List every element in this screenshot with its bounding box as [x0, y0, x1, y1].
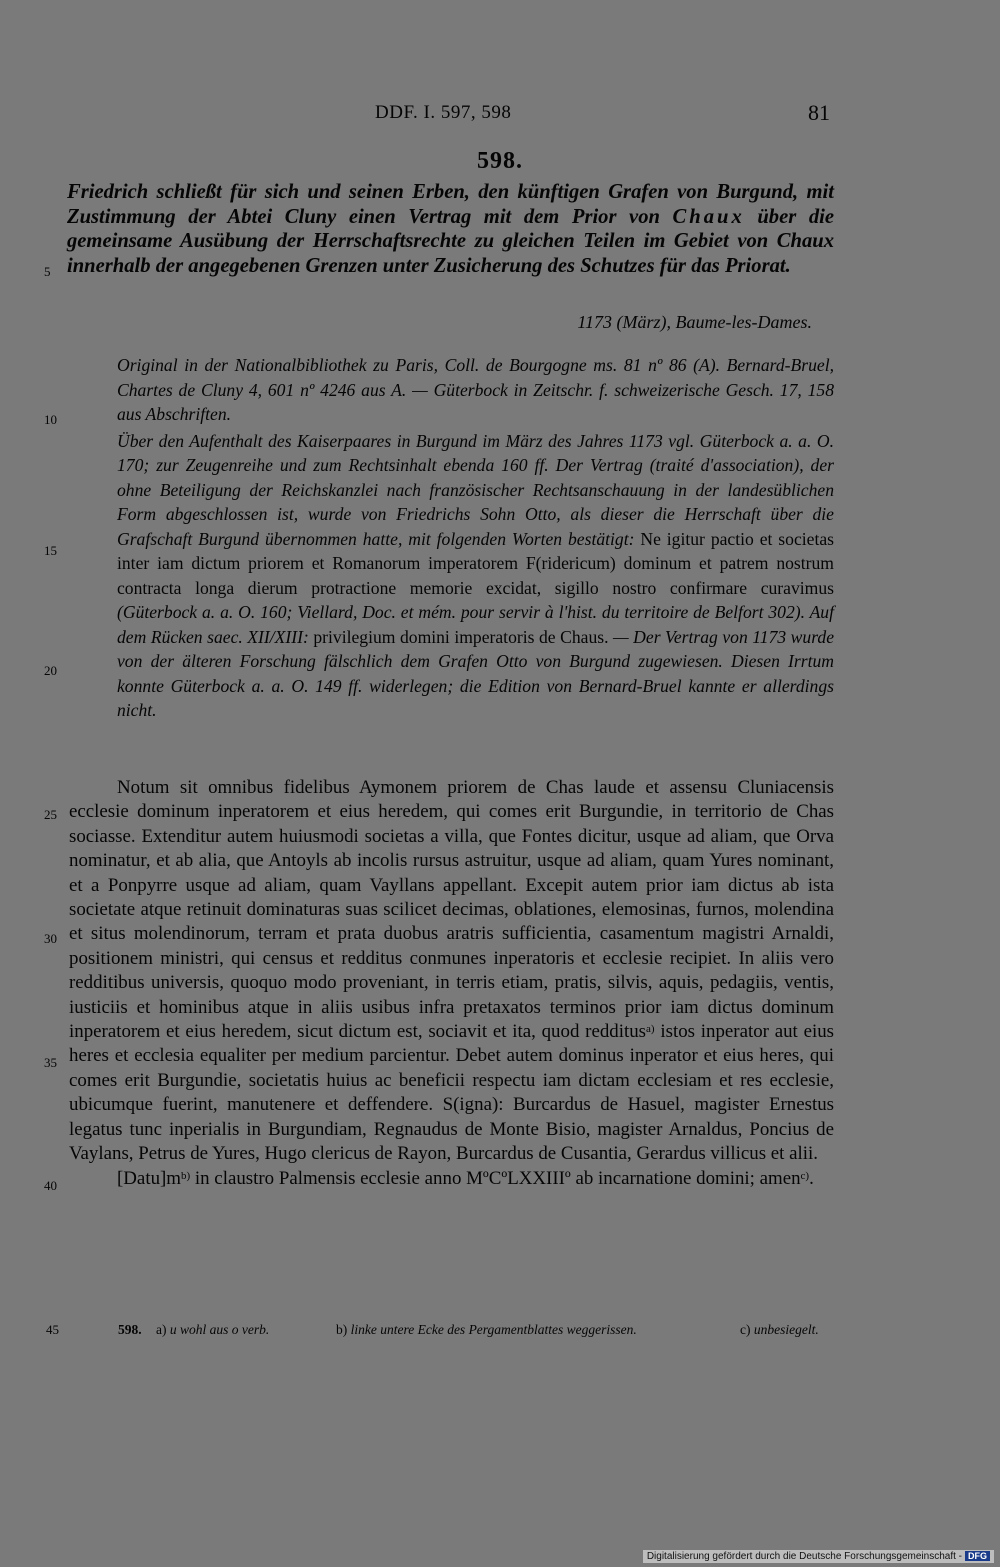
charter-text	[69, 776, 834, 1191]
confirmation-quote: Ne igitur pactio et societas inter iam dictum priorem et Romanorum imperatorem F(ridericum) dominum et patrem nostrum contracta longa dierum protractione memorie excidat, sigillo nostro confirmare curavimus	[117, 528, 835, 598]
funding-credit: Digitalisierung gefördert durch die Deutsche Forschungsgemeinschaft - DFG	[643, 1550, 994, 1563]
footnote-ref-c[interactable]: c)	[800, 1169, 810, 1182]
charter-paragraph-1: Notum sit omnibus fidelibus Aymonem priorem de Chas laude et assensu Cluniacensis ecclesie dominum inperatorem et eius heredem, qui comes erit Burgundie, in territorio de Chas sociasse. Extenditur autem huiusmodi societas a villa, que Fontes dicitur, usque ad aliam, que Orva nominatur, et ab alia, que Antoyls ab incolis rursus astruitur, usque ad aliam, quam Yures nominant, et a Ponpyrre usque ad aliam, quam Vayllans appellant. Excepit autem prior iam dictus ab ista societate atque retinuit dominaturas suas scilicet decimas, oblationes, elemosinas, furnos, molendina et situs molendinorum, terram et prata duobus aratris sufficientia, casamentum magistri Arnaldi, positionem ministri, qui census et redditus conmunes inperatoris et ecclesie recipiet. In aliis vero redditibus universis, quoquo modo proveniant, in terris etiam, pratis, silvis, aquis, pedagiis, ventis, iusticiis et hominibus atque in aliis usibus infra pretaxatos terminos prior iam dictus dominum inperatorem et eius heredem, sicut dictum est, sociavit et ita, quod redditus$^{a)}$ istos inperator aut eius heres et ecclesia equaliter per medium parcientur. Debet autem dominus inperator et eius heres, qui comes erit Burgundie, societatis huius ac beneficii respectu iam dictam ecclesiam et res ecclesie, ubicumque fuerint, manutenere et deffendere. S(igna): Burcardus de Hasuel, magister Ernestus legatus tunc inperialis in Burgundiam, Regnaudus de Monte Bisio, magister Arnaldus, Poncius de Vaylans, Petrus de Yures, Hugo clericus de Rayon, Burcardus de Cusantia, Gerardus villicus et alii.	[69, 777, 834, 1165]
editorial-notes	[117, 353, 834, 723]
line-number: 15	[44, 543, 57, 558]
regest-text-1: Friedrich schließt für sich und seinen Erben, den künftigen Grafen von Burgund, mit Zustimmung der Abtei Cluny einen Vertrag mit dem Prior von	[67, 181, 834, 228]
footnote-b: b) linke untere Ecke des Pergamentblattes weggerissen.	[336, 1322, 637, 1337]
document-number: 598.	[477, 148, 523, 174]
dfg-logo: DFG	[965, 1551, 990, 1561]
line-number: 25	[44, 807, 57, 822]
sources-paragraph: Original in der Nationalbibliothek zu Paris, Coll. de Bourgogne ms. 81 nº 86 (A). Bernard-Bruel, Chartes de Cluny 4, 601 nº 4246 aus A. — Güterbock in Zeitschr. f. schweizerische Gesch. 17, 158 aus Abschriften.	[117, 355, 834, 424]
dorsal-note: privilegium domini imperatoris de Chaus.	[313, 626, 609, 647]
line-number: 45	[46, 1322, 59, 1337]
regest-spaced-name: Chaux	[672, 205, 745, 228]
footnote-ref-b[interactable]: b)	[181, 1169, 191, 1182]
footnote-doc-number: 598.	[118, 1322, 142, 1337]
commentary-paragraph: Über den Aufenthalt des Kaiserpaares in Burgund im März des Jahres 1173 vgl. Güterbock a. a. O. 170; zur Zeugenreihe und zum Rechtsinhalt ebenda 160 ff. Der Vertrag (traité d'association), der ohne Beteiligung der Reichskanzlei nach französischer Rechtsanschauung in der landesüblichen Form abgeschlossen ist, wurde von Friedrichs Sohn Otto, als dieser die Herrschaft über die Grafschaft Burgund übernommen hatte, mit folgenden Worten bestätigt: Ne igitur pactio et societas inter iam dictum priorem et Romanorum imperatorem F(ridericum) dominum et patrem nostrum contracta longa dierum protractione memorie excidat, sigillo nostro confirmare curavimus (Güterbock a. a. O. 160; Viellard, Doc. et mém. pour servir à l'hist. du territoire de Belfort 302). Auf dem Rücken saec. XII/XIII: privilegium domini imperatoris de Chaus. — Der Vertrag von 1173 wurde von der älteren Forschung fälschlich dem Grafen Otto von Burgund zugewiesen. Diesen Irrtum konnte Güterbock a. a. O. 149 ff. widerlegen; die Edition von Bernard-Bruel kannte er allerdings nicht.	[117, 430, 835, 720]
regest-text-2: über die gemeinsame Ausübung der Herrschaftsrechte zu gleichen Teilen im Gebiet von Chaux innerhalb der angegebenen Grenzen unter Zusicherung des Schutzes für das Priorat.	[67, 205, 834, 277]
dateline: 1173 (März), Baume-les-Dames.	[577, 312, 812, 332]
line-number: 40	[44, 1178, 57, 1193]
page-number: 81	[808, 100, 830, 125]
running-head: DDF. I. 597, 598	[375, 102, 512, 123]
line-number: 5	[44, 264, 51, 279]
line-number: 20	[44, 663, 57, 678]
line-number: 30	[44, 931, 57, 946]
regest-summary	[67, 180, 834, 278]
footnote-a: a) u wohl aus o verb.	[156, 1322, 270, 1337]
charter-paragraph-2: $[Datu]m^{b)}$ in claustro Palmensis ecclesie anno MºCºLXXIIIº ab incarnatione domini; amen$^{c)}$.	[117, 1167, 814, 1189]
footnote-c: c) unbesiegelt.	[740, 1322, 819, 1337]
line-number: 10	[44, 412, 57, 427]
line-number: 35	[44, 1055, 57, 1070]
footnote-ref-a[interactable]: a)	[646, 1023, 655, 1036]
page-header	[0, 102, 1000, 132]
